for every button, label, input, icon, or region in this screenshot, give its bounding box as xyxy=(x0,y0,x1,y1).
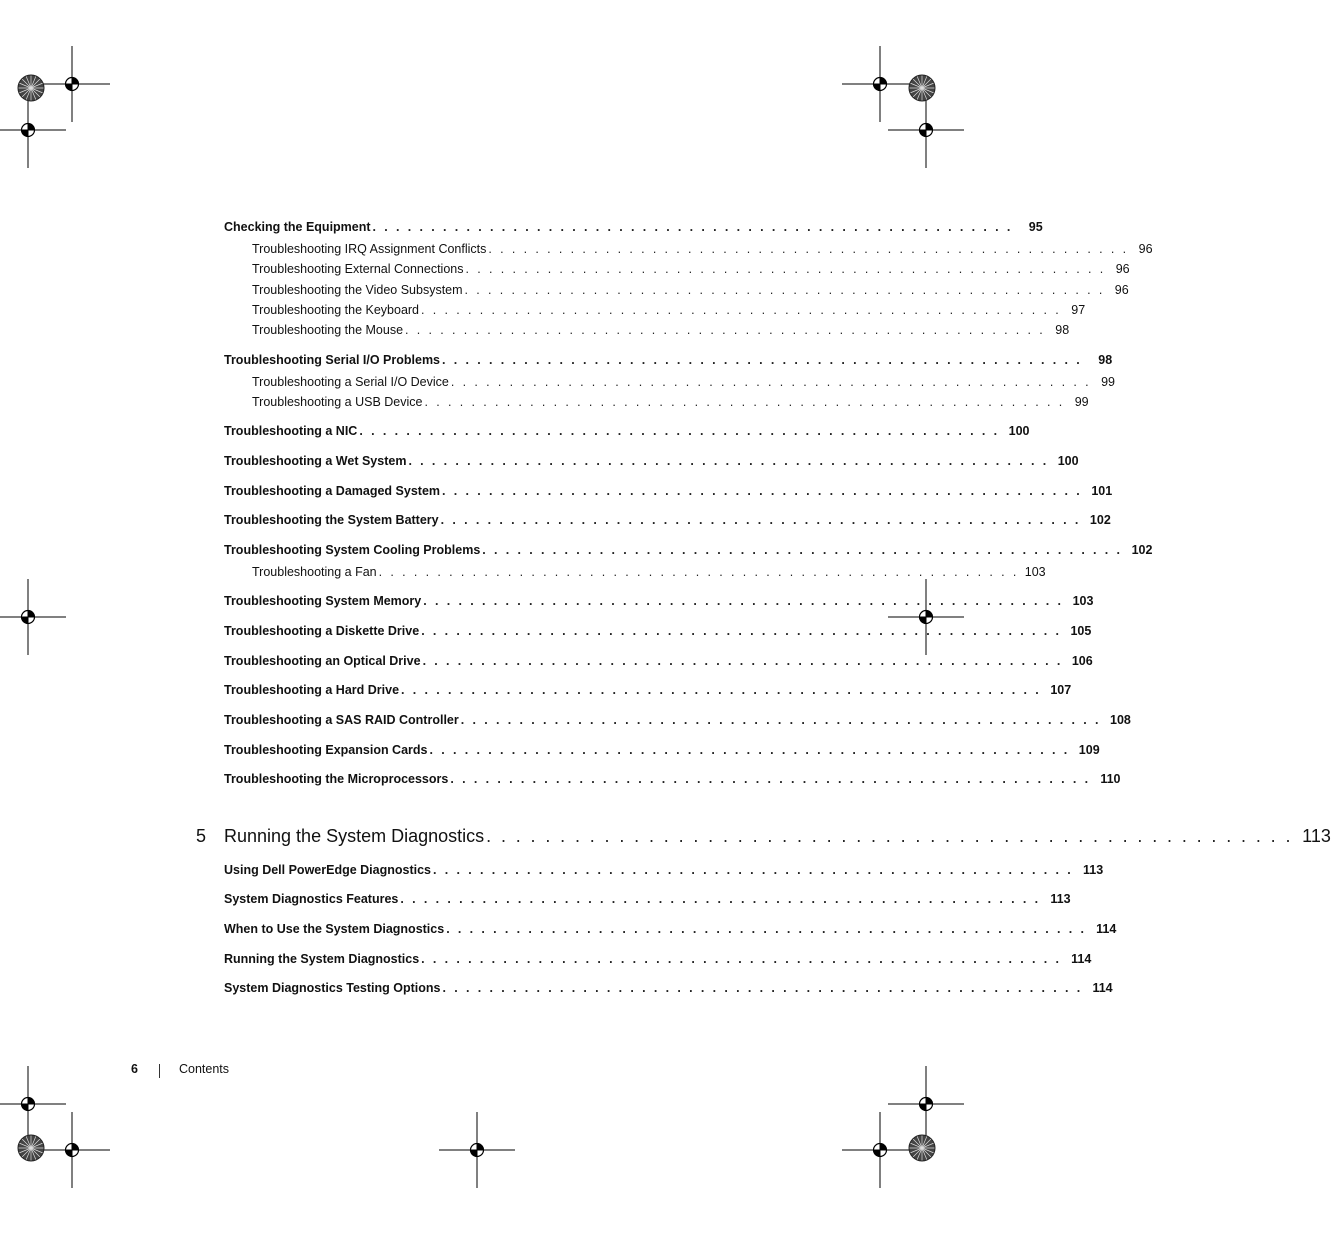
footer-section-label: Contents xyxy=(179,1062,230,1076)
toc-entry-title: Troubleshooting the Video Subsystem xyxy=(252,283,463,297)
toc-entry-title: Troubleshooting IRQ Assignment Conflicts xyxy=(252,242,487,256)
toc-entry-page: 103 xyxy=(1072,594,1094,608)
toc-entry-title: Troubleshooting the System Battery xyxy=(224,513,439,527)
toc-entry-page: 113 xyxy=(1302,826,1331,846)
toc-dot-leader: . . . . . . . . . . . . . . . . . . . . . . . . . . . . . . . . . . . . . . . . . . . . . . . . . . . . . . . xyxy=(442,981,1083,995)
toc-dot-leader: . . . . . . . . . . . . . . . . . . . . . . . . . . . . . . . . . . . . . . . . . . . . . . . . . . . . . . . xyxy=(423,594,1064,608)
toc-chapter-number: 5 xyxy=(196,826,207,846)
toc-entry[interactable] xyxy=(224,952,1092,966)
toc-entry[interactable] xyxy=(224,654,1093,668)
toc-entry-page: 99 xyxy=(1074,395,1089,409)
toc-entry-page: 98 xyxy=(1098,353,1113,367)
toc-entry[interactable] xyxy=(224,743,1100,757)
toc-dot-leader: . . . . . . . . . . . . . . . . . . . . . . . . . . . . . . . . . . . . . . . . . . . . . . . . . . . . . . . xyxy=(372,220,1013,234)
toc-dot-leader: . . . . . . . . . . . . . . . . . . . . . . . . . . . . . . . . . . . . . . . . . . . . . . . . . . . . . . . xyxy=(408,454,1049,468)
toc-entry-page: 114 xyxy=(1092,981,1113,995)
toc-entry-page: 105 xyxy=(1070,624,1092,638)
toc-entry-title: Troubleshooting a USB Device xyxy=(252,395,423,409)
toc-entry-title: Troubleshooting System Memory xyxy=(224,594,422,608)
toc-dot-leader: . . . . . . . . . . . . . . . . . . . . . . . . . . . . . . . . . . . . . . . . . . . . . . . . . . . . . . . xyxy=(359,424,1000,438)
toc-dot-leader: . . . . . . . . . . . . . . . . . . . . . . . . . . . . . . . . . . . . . . . . . . . . . . . . . . . . . . . xyxy=(421,952,1062,966)
toc-entry-title: Checking the Equipment xyxy=(224,220,371,234)
toc-entry-title: Troubleshooting System Cooling Problems xyxy=(224,543,481,557)
toc-entry-title: Troubleshooting an Optical Drive xyxy=(224,654,421,668)
toc-dot-leader: . . . . . . . . . . . . . . . . . . . . . . . . . . . . . . . . . . . . . . . . . . . . . . . . . . . . . . . xyxy=(440,513,1081,527)
toc-entry[interactable] xyxy=(252,375,1116,389)
toc-entry[interactable] xyxy=(224,624,1092,638)
toc-entry-title: System Diagnostics Testing Options xyxy=(224,981,441,995)
toc-entry[interactable] xyxy=(252,323,1070,337)
toc-dot-leader: . . . . . . . . . . . . . . . . . . . . . . . . . . . . . . . . . . . . . . . . . . . . . . . . . . . . . . . xyxy=(422,654,1063,668)
toc-entry-page: 102 xyxy=(1089,513,1111,527)
toc-chapter-entry[interactable] xyxy=(196,826,1331,847)
toc-dot-leader: . . . . . . . . . . . . . . . . . . . . . . . . . . . . . . . . . . . . . . . . . . . . . . . . . . . . . . . xyxy=(421,303,1062,317)
toc-entry-title: Troubleshooting a Diskette Drive xyxy=(224,624,420,638)
toc-entry-title: Troubleshooting a SAS RAID Controller xyxy=(224,713,459,727)
toc-entry-page: 96 xyxy=(1114,283,1129,297)
toc-dot-leader: . . . . . . . . . . . . . . . . . . . . . . . . . . . . . . . . . . . . . . . . . . . . . . . . . . . . . . . xyxy=(442,484,1083,498)
toc-entry-title: Troubleshooting a Hard Drive xyxy=(224,683,400,697)
toc-entry[interactable] xyxy=(224,772,1121,786)
toc-dot-leader: . . . . . . . . . . . . . . . . . . . . . . . . . . . . . . . . . . . . . . . . . . . . . . . . . . . . . . . xyxy=(442,353,1083,367)
toc-dot-leader: . . . . . . . . . . . . . . . . . . . . . . . . . . . . . . . . . . . . . . . . . . . . . . . . . . . . . . . xyxy=(424,395,1065,409)
toc-entry-title: Troubleshooting a Wet System xyxy=(224,454,407,468)
toc-dot-leader: . . . . . . . . . . . . . . . . . . . . . . . . . . . . . . . . . . . . . . . . . . . . . . . . . . . . . . . xyxy=(460,713,1101,727)
toc-dot-leader: . . . . . . . . . . . . . . . . . . . . . . . . . . . . . . . . . . . . . . . . . . . . . . . . . . . . . . . xyxy=(450,375,1092,389)
toc-dot-leader: . . . . . . . . . . . . . . . . . . . . . . . . . . . . . . . . . . . . . . . . . . . . . . . . . . . . . . . xyxy=(446,922,1087,936)
toc-entry-page: 100 xyxy=(1057,454,1079,468)
toc-dot-leader: . . . . . . . . . . . . . . . . . . . . . . . . . . . . . . . . . . . . . . . . . . . . . . . . . . . . . . . xyxy=(401,683,1042,697)
toc-entry[interactable] xyxy=(224,713,1131,727)
toc-entry-title: Troubleshooting the Microprocessors xyxy=(224,772,449,786)
toc-dot-leader: . . . . . . . . . . . . . . . . . . . . . . . . . . . . . . . . . . . . . . . . . . . . . . . . . . . . . . . xyxy=(421,624,1062,638)
toc-entry[interactable] xyxy=(224,513,1111,527)
toc-entry-title: Troubleshooting a Damaged System xyxy=(224,484,441,498)
toc-entry[interactable] xyxy=(224,220,1043,234)
toc-entry-title: When to Use the System Diagnostics xyxy=(224,922,445,936)
toc-entry-title: Troubleshooting a Fan xyxy=(252,565,377,579)
toc-entry[interactable] xyxy=(252,283,1129,297)
toc-entry[interactable] xyxy=(252,565,1046,579)
toc-entry-page: 113 xyxy=(1082,863,1104,877)
toc-dot-leader: . . . . . . . . . . . . . . . . . . . . . . . . . . . . . . . . . . . . . . . . . . . . . . . . . . . . . . . xyxy=(465,262,1106,276)
toc-entry[interactable] xyxy=(224,683,1072,697)
toc-entry-page: 106 xyxy=(1071,654,1093,668)
toc-entry-page: 100 xyxy=(1008,424,1030,438)
toc-entry-title: Running the System Diagnostics xyxy=(224,952,420,966)
toc-entry-page: 110 xyxy=(1100,772,1121,786)
toc-entry[interactable] xyxy=(252,262,1130,276)
toc-entry-title: Troubleshooting Expansion Cards xyxy=(224,743,428,757)
toc-entry-title: Troubleshooting Serial I/O Problems xyxy=(224,353,441,367)
toc-entry[interactable] xyxy=(224,981,1113,995)
toc-entry-page: 96 xyxy=(1138,242,1153,256)
toc-entry-title: Using Dell PowerEdge Diagnostics xyxy=(224,863,431,877)
toc-entry-page: 114 xyxy=(1096,922,1117,936)
toc-dot-leader: . . . . . . . . . . . . . . . . . . . . . . . . . . . . . . . . . . . . . . . . . . . . . . . . . . . . . . . xyxy=(429,743,1070,757)
toc-dot-leader: . . . . . . . . . . . . . . . . . . . . . . . . . . . . . . . . . . . . . . . . . . . . . . . . . . . . . . . xyxy=(400,892,1041,906)
toc-entry-title: Troubleshooting the Keyboard xyxy=(252,303,420,317)
toc-entry[interactable] xyxy=(224,543,1153,557)
toc-entry[interactable] xyxy=(224,892,1071,906)
toc-dot-leader: . . . . . . . . . . . . . . . . . . . . . . . . . . . . . . . . . . . . . . . . . . . . . . . . . . . . . . . xyxy=(433,863,1074,877)
toc-entry-page: 113 xyxy=(1050,892,1071,906)
toc-entry-page: 108 xyxy=(1110,713,1131,727)
toc-entry-page: 114 xyxy=(1071,952,1092,966)
toc-dot-leader: . . . . . . . . . . . . . . . . . . . . . . . . . . . . . . . . . . . . . . . . . . . . . . . . . . . . . . . xyxy=(450,772,1091,786)
toc-entry-page: 97 xyxy=(1071,303,1086,317)
toc-entry-title: Troubleshooting the Mouse xyxy=(252,323,404,337)
toc-entry-title: System Diagnostics Features xyxy=(224,892,399,906)
toc-entry-title: Running the System Diagnostics xyxy=(224,826,485,846)
toc-entry[interactable] xyxy=(224,484,1113,498)
toc-entry[interactable] xyxy=(224,353,1113,367)
footer-divider xyxy=(159,1064,160,1078)
toc-dot-leader: . . . . . . . . . . . . . . . . . . . . . . . . . . . . . . . . . . . . . . . . . . . . . . . . . . . . . . . xyxy=(378,565,1019,579)
toc-entry-page: 95 xyxy=(1028,220,1043,234)
footer-page-number: 6 xyxy=(131,1062,138,1076)
toc-dot-leader: . . . . . . . . . . . . . . . . . . . . . . . . . . . . . . . . . . . . . . . . . . . . . . . . . . . . . . . xyxy=(464,283,1105,297)
toc-entry-page: 102 xyxy=(1131,543,1153,557)
toc-dot-leader: . . . . . . . . . . . . . . . . . . . . . . . . . . . . . . . . . . . . . . . . . . . . . . . . . . . . . . . xyxy=(486,826,1293,846)
toc-entry-page: 98 xyxy=(1055,323,1070,337)
toc-entry-page: 107 xyxy=(1050,683,1072,697)
toc-entry-page: 109 xyxy=(1078,743,1100,757)
toc-entry[interactable] xyxy=(252,303,1086,317)
toc-entry-title: Troubleshooting a Serial I/O Device xyxy=(252,375,449,389)
toc-entry[interactable] xyxy=(224,424,1030,438)
toc-entry-page: 101 xyxy=(1091,484,1113,498)
toc-entry[interactable] xyxy=(224,594,1094,608)
toc-entry[interactable] xyxy=(224,922,1117,936)
toc-entry-title: Troubleshooting a NIC xyxy=(224,424,358,438)
toc-entry[interactable] xyxy=(224,863,1104,877)
toc-entry-page: 96 xyxy=(1115,262,1130,276)
toc-entry[interactable] xyxy=(224,454,1079,468)
toc-entry[interactable] xyxy=(252,242,1153,256)
toc-dot-leader: . . . . . . . . . . . . . . . . . . . . . . . . . . . . . . . . . . . . . . . . . . . . . . . . . . . . . . . xyxy=(482,543,1123,557)
toc-entry-title: Troubleshooting External Connections xyxy=(252,262,464,276)
toc-entry-page: 103 xyxy=(1024,565,1046,579)
toc-dot-leader: . . . . . . . . . . . . . . . . . . . . . . . . . . . . . . . . . . . . . . . . . . . . . . . . . . . . . . . xyxy=(488,242,1129,256)
toc-dot-leader: . . . . . . . . . . . . . . . . . . . . . . . . . . . . . . . . . . . . . . . . . . . . . . . . . . . . . . . xyxy=(405,323,1046,337)
toc-entry[interactable] xyxy=(252,395,1089,409)
toc-entry-page: 99 xyxy=(1101,375,1116,389)
